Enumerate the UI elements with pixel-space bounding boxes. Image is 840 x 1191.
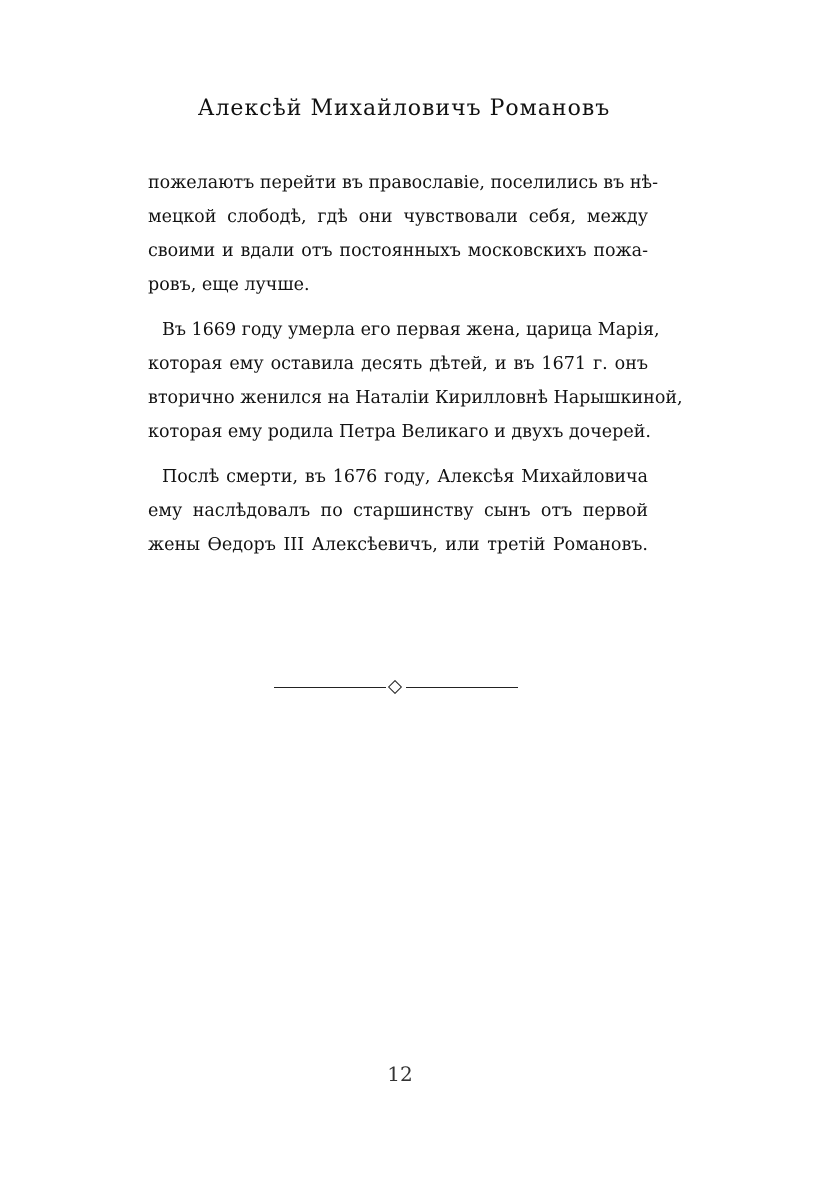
text-line: вторично женился на Наталіи Кирилловнѣ Нарышкиной, (148, 388, 683, 408)
text-line: которая ему родила Петра Великаго и двухъ дочерей. (148, 422, 651, 442)
diamond-ornament-icon (388, 680, 402, 694)
paragraph-gap (148, 449, 648, 460)
text-line: ровъ, еще лучше. (148, 275, 310, 295)
ornament-rule-left (274, 687, 386, 688)
running-title: Алексѣй Михайловичъ Романовъ (197, 96, 611, 121)
body-text (148, 166, 683, 562)
paragraph (148, 166, 658, 302)
paragraph (148, 313, 683, 449)
text-line: Послѣ смерти, въ 1676 году, Алексѣя Михайловича (162, 467, 648, 487)
text-line: жены Ѳедоръ III Алексѣевичъ, или третій Романовъ. (148, 535, 648, 555)
text-line: мецкой слободѣ, гдѣ они чувствовали себя, между (148, 207, 648, 227)
ornament-rule-right (406, 687, 518, 688)
section-end-ornament (274, 678, 518, 698)
text-line: ему наслѣдовалъ по старшинству сынъ отъ первой (148, 501, 648, 521)
text-line: которая ему оставила десять дѣтей, и въ 1671 г. онъ (148, 354, 648, 374)
text-line: пожелаютъ перейти въ православіе, поселились въ нѣ- (148, 173, 658, 193)
text-line: своими и вдали отъ постоянныхъ московскихъ пожа- (148, 241, 648, 261)
page-number: 12 (387, 1062, 413, 1086)
paragraph (148, 460, 648, 562)
paragraph-gap (148, 302, 648, 313)
text-line: Въ 1669 году умерла его первая жена, царица Марія, (162, 320, 660, 340)
